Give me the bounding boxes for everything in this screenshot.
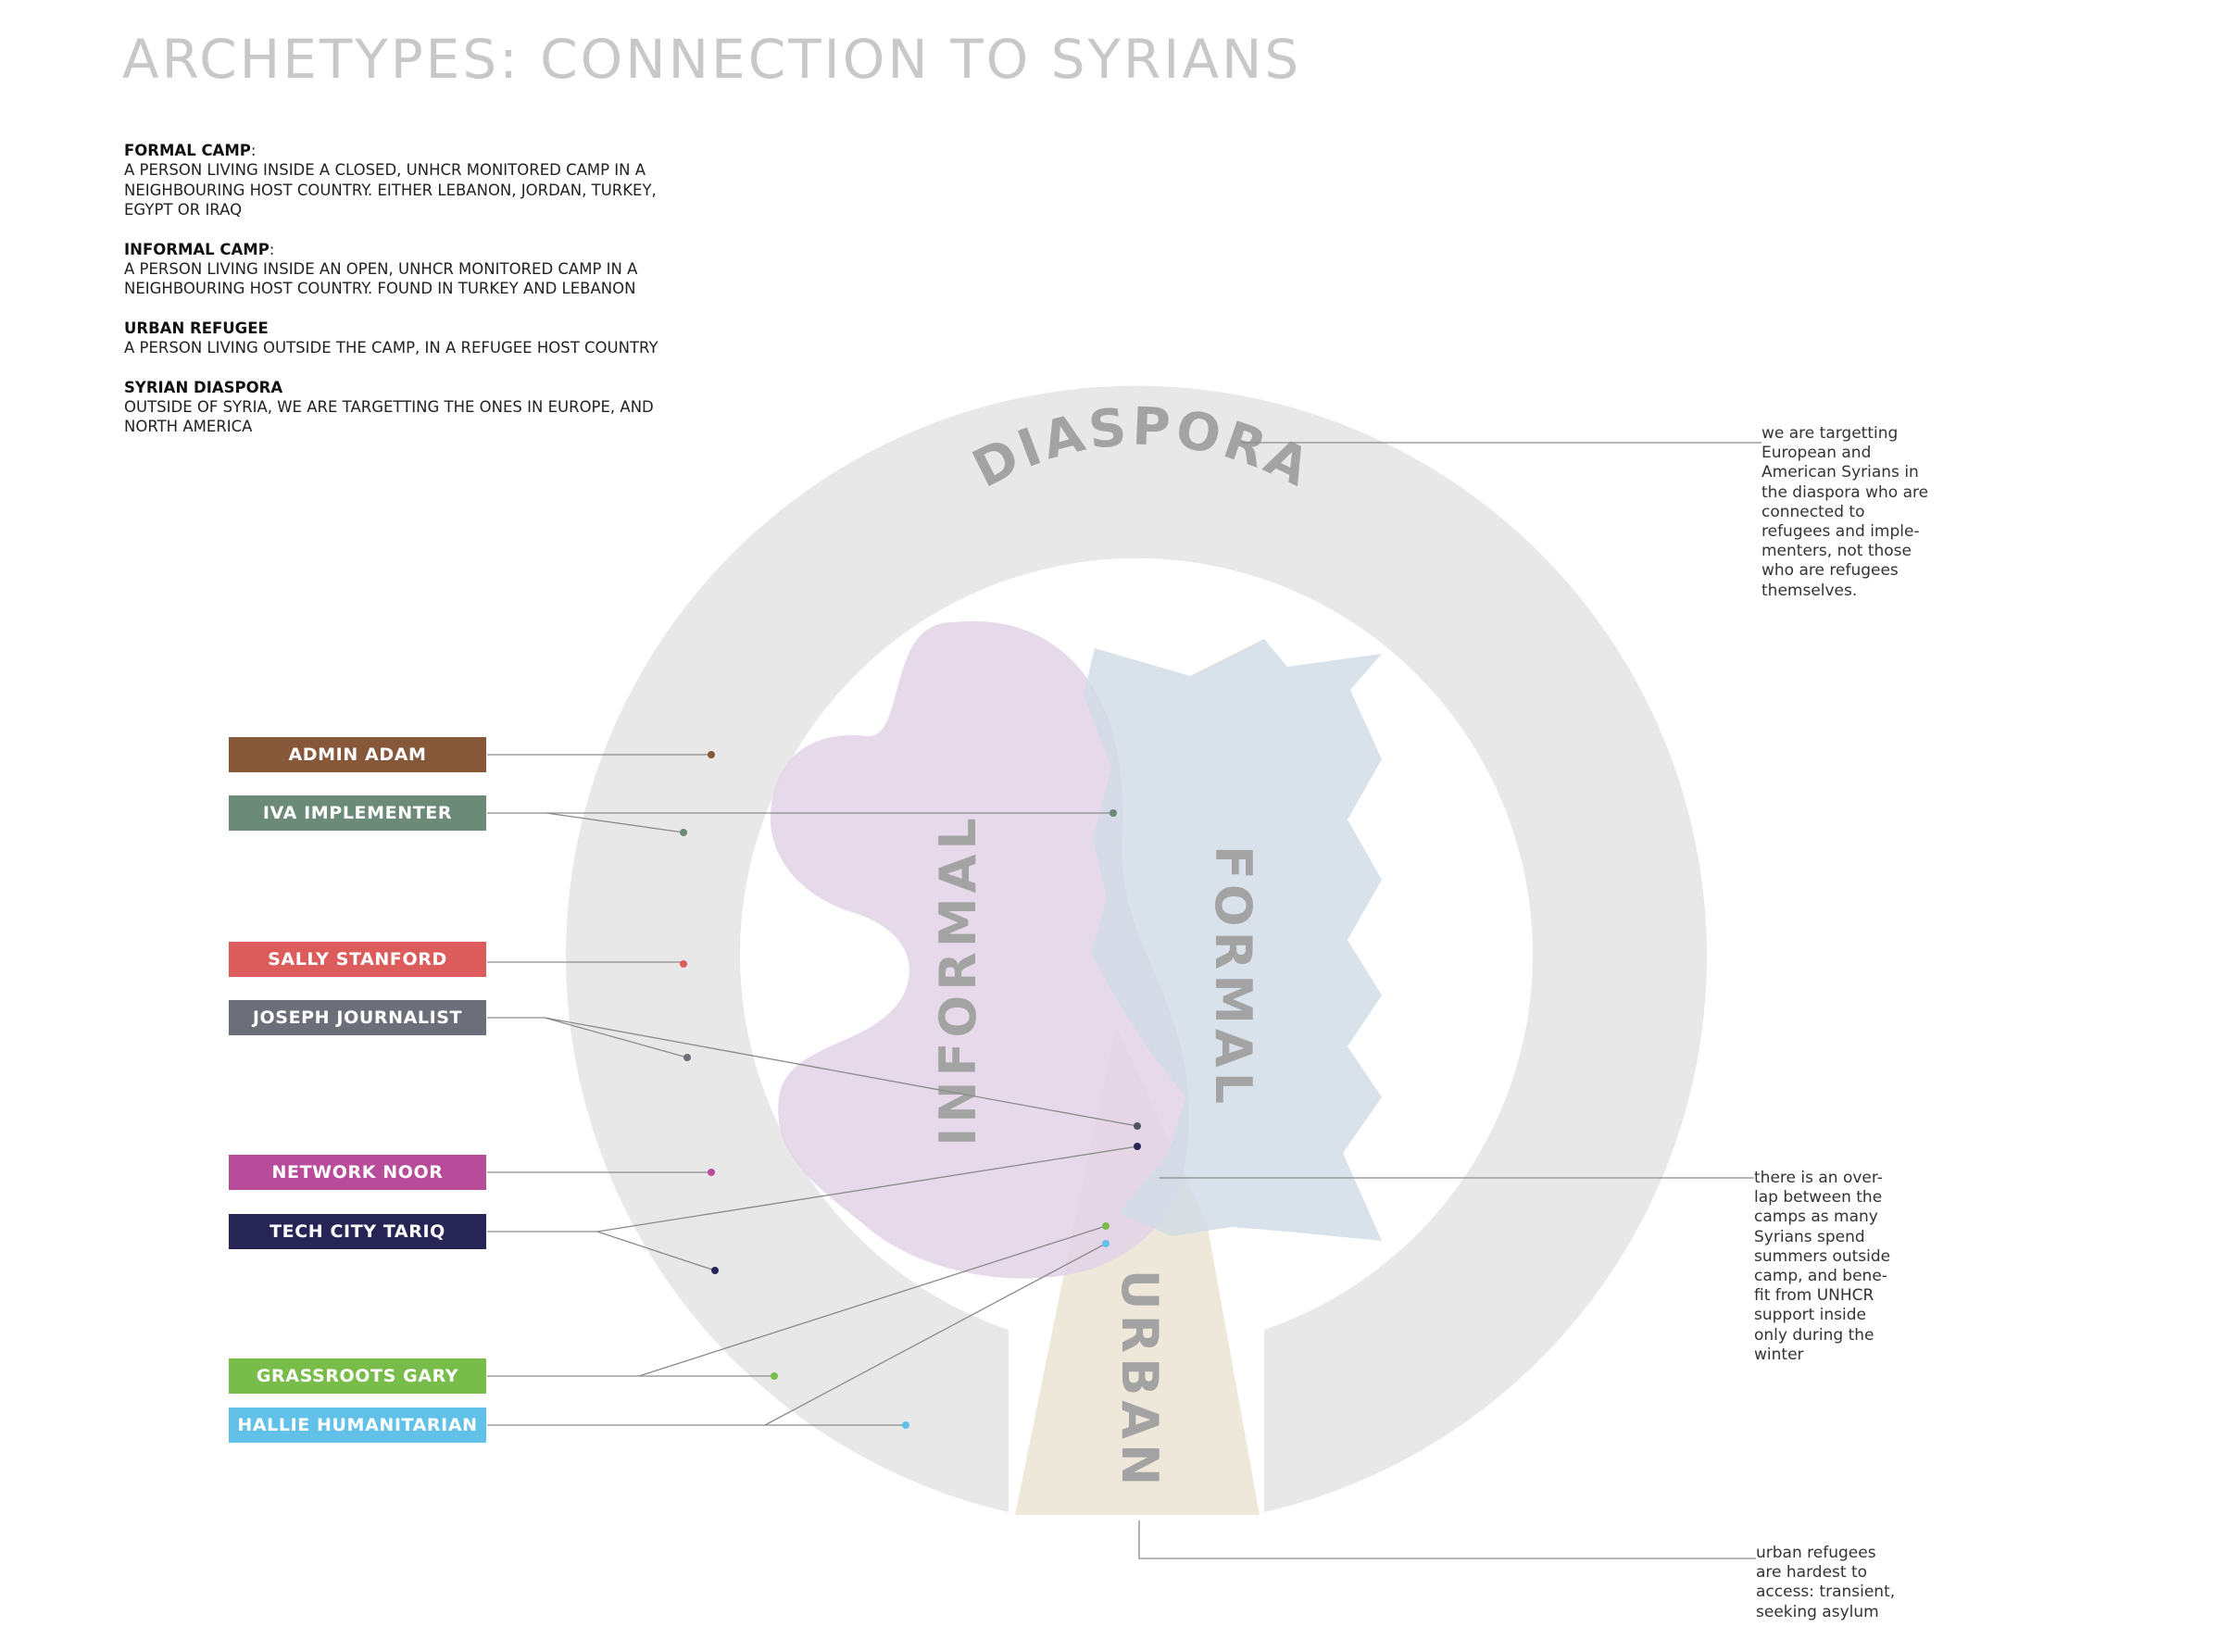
note-line: winter (1754, 1345, 1804, 1364)
dot-sally-stanford (680, 960, 687, 968)
dot-tech-city-tariq (711, 1267, 719, 1274)
note-line: only during the (1754, 1325, 1874, 1345)
dot-joseph-journalist (1134, 1122, 1141, 1130)
note-line: access: transient, (1756, 1583, 1896, 1602)
note-line: the diaspora who are (1761, 482, 1929, 502)
diaspora-label-text: DIASPORA (963, 396, 1322, 500)
note-leader-line (1139, 1521, 1756, 1558)
note-line: seeking asylum (1756, 1602, 1879, 1621)
informal-label: INFORMAL (929, 813, 987, 1146)
overlap-note (1754, 1169, 1890, 1365)
archetype-tag-network-noor: NETWORK NOOR (229, 1155, 486, 1190)
note-line: summers outside (1754, 1246, 1891, 1266)
archetype-tag-hallie-humanitarian: HALLIE HUMANITARIAN (229, 1408, 486, 1443)
dot-hallie-humanitarian (902, 1421, 909, 1429)
definition-line: OUTSIDE OF SYRIA, WE ARE TARGETTING THE ONES IN EUROPE, AND (124, 398, 654, 417)
note-line: urban refugees (1756, 1544, 1876, 1562)
note-line: themselves. (1761, 581, 1858, 600)
definition-line: NEIGHBOURING HOST COUNTRY. FOUND IN TURKEY AND LEBANON (124, 280, 636, 298)
dot-iva-implementer (1110, 809, 1117, 817)
archetype-tag-tech-city-tariq: TECH CITY TARIQ (229, 1214, 486, 1249)
page-title: ARCHETYPES: CONNECTION TO SYRIANS (122, 28, 1302, 91)
definition-line: EGYPT OR IRAQ (124, 201, 243, 219)
definition-line: NORTH AMERICA (124, 418, 253, 436)
note-line: fit from UNHCR (1754, 1286, 1874, 1306)
note-line: are hardest to (1756, 1563, 1868, 1583)
note-line: camp, and bene- (1754, 1267, 1887, 1286)
dot-iva-implementer (680, 829, 687, 836)
definition-line: A PERSON LIVING OUTSIDE THE CAMP, IN A REFUGEE HOST COUNTRY (124, 339, 658, 357)
note-line: Syrians spend (1754, 1227, 1865, 1246)
note-line: connected to (1761, 502, 1865, 521)
dot-grassroots-gary (1102, 1222, 1110, 1230)
note-line: American Syrians in (1761, 463, 1919, 482)
note-line: European and (1761, 444, 1872, 463)
definition-term: URBAN REFUGEE (124, 319, 269, 337)
dot-hallie-humanitarian (1102, 1240, 1110, 1247)
definition-line: A PERSON LIVING INSIDE AN OPEN, UNHCR MONITORED CAMP IN A (124, 260, 638, 279)
definition-term: FORMAL CAMP (124, 142, 251, 159)
definition-line: A PERSON LIVING INSIDE A CLOSED, UNHCR MONITORED CAMP IN A (124, 161, 646, 180)
note-line: support inside (1754, 1306, 1867, 1325)
diaspora-note (1761, 424, 1928, 601)
definition-suffix: : (250, 142, 257, 159)
note-line: we are targetting (1761, 424, 1899, 443)
dot-joseph-journalist (683, 1054, 691, 1061)
archetype-tag-grassroots-gary: GRASSROOTS GARY (229, 1358, 486, 1394)
note-line: camps as many (1754, 1208, 1878, 1227)
dot-admin-adam (708, 751, 715, 758)
dot-tech-city-tariq (1134, 1143, 1141, 1150)
archetype-tag-iva-implementer: IVA IMPLEMENTER (229, 795, 486, 831)
note-line: refugees and imple- (1761, 522, 1920, 542)
definition-suffix: : (269, 240, 275, 258)
urban-label: URBAN (1110, 1269, 1169, 1491)
definition-term: SYRIAN DIASPORA (124, 378, 283, 396)
definition-term: INFORMAL CAMP (124, 240, 270, 258)
archetype-tag-sally-stanford: SALLY STANFORD (229, 942, 486, 977)
formal-label: FORMAL (1204, 845, 1262, 1109)
urban-note (1756, 1544, 1895, 1622)
note-line: there is an over- (1754, 1169, 1883, 1187)
note-line: who are refugees (1761, 561, 1899, 581)
dot-grassroots-gary (771, 1372, 778, 1380)
definition-line: NEIGHBOURING HOST COUNTRY. EITHER LEBANON, JORDAN, TURKEY, (124, 181, 657, 199)
note-line: lap between the (1754, 1188, 1883, 1208)
dot-network-noor (708, 1169, 715, 1176)
note-line: menters, not those (1761, 542, 1912, 561)
archetype-tag-admin-adam: ADMIN ADAM (229, 737, 486, 772)
archetype-tag-joseph-journalist: JOSEPH JOURNALIST (229, 1000, 486, 1035)
